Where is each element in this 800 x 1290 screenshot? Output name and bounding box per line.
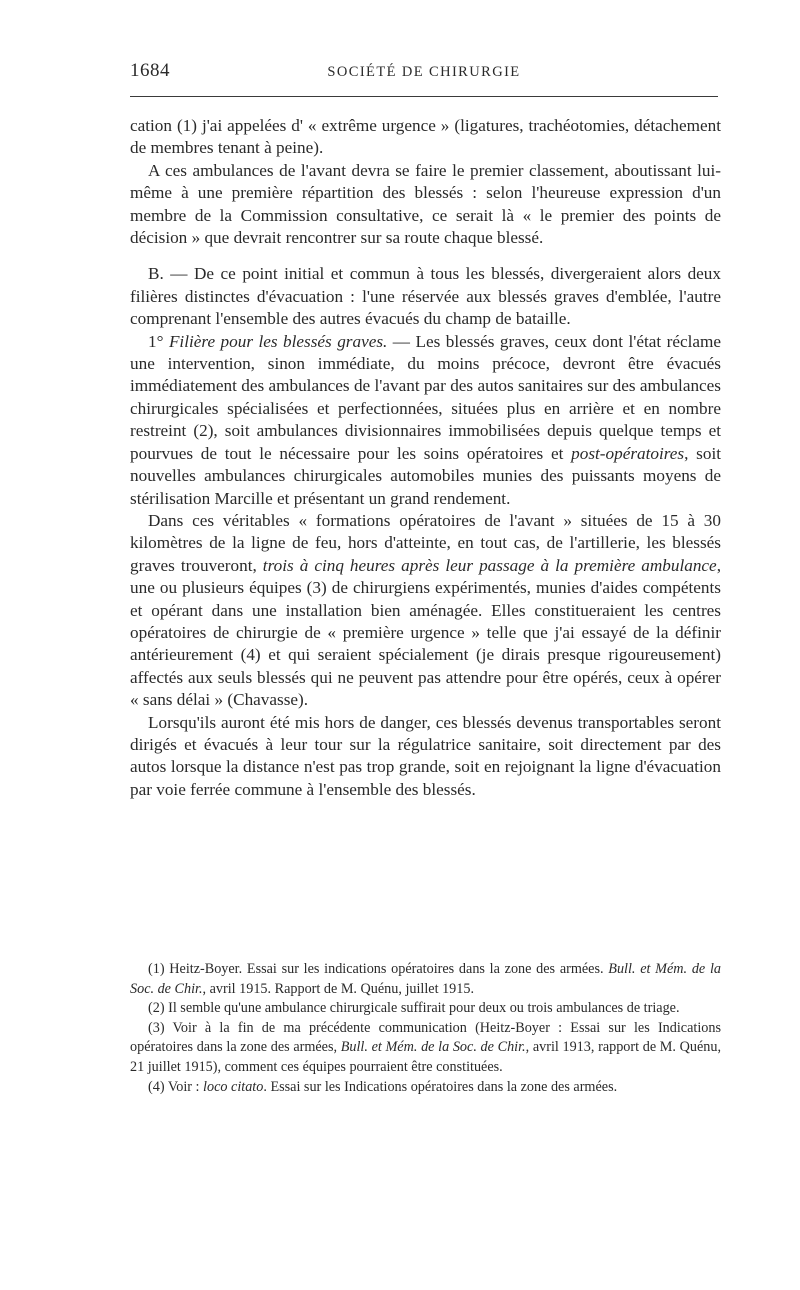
paragraph-3: B. — De ce point initial et commun à tous les blessés, divergeraient alors deux filières distinctes d'évacuation : l'une réservée aux blessés graves d'emblée, l'autre comprenant l'ensemble des autres évacués du champ de bataille. (130, 264, 721, 329)
paragraph-4-text-b: , soit nouvelles ambulances chirurgicales automobiles munies des puissants moyens de stérilisation Marcille et présentant un grand rendement. (130, 443, 721, 508)
footnote-1-italic: Bull. et Mém. de la Soc. de Chir. (130, 961, 721, 997)
page-number: 1684 (130, 60, 170, 81)
footnote-4-text-b: . Essai sur les Indications opératoires dans la zone des armées. (263, 1078, 618, 1095)
footnotes (130, 960, 721, 1097)
footnote-1-text-a: (1) Heitz-Boyer. Essai sur les indications opératoires dans la zone des armées. (148, 961, 609, 977)
paragraph-5 (130, 510, 721, 712)
paragraph-4-text-a: — Les blessés graves, ceux dont l'état réclame une intervention, sinon immédiate, du moins précoce, devront être évacués immédiatement des ambulances de l'avant par des autos sanitaires sur des ambulances chirurgicales spécialisées et perfectionnées, situées plus en arrière et en nombre restreint (2), soit ambulances divisionnaires immobilisées depuis quelque temps et pourvues de tout le nécessaire pour les soins opératoires et (130, 331, 721, 463)
running-title: SOCIÉTÉ DE CHIRURGIE (327, 64, 521, 80)
paragraph-2: A ces ambulances de l'avant devra se faire le premier classement, aboutissant lui-même à une première répartition des blessés : selon l'heureuse expression d'un membre de la Commission consultative, ce serait là « le premier des points de décision » que devrait rencontrer sur sa route chaque blessé. (130, 160, 721, 248)
section-number: 1° (148, 331, 164, 351)
paragraph-6: Lorsqu'ils auront été mis hors de danger, ces blessés devenus transportables seront dirigés et évacués à leur tour sur la régulatrice sanitaire, soit directement par des autos lorsque la distance n'est pas trop grande, soit en rejoignant la ligne d'évacuation par voie ferrée commune à l'ensemble des blessés. (130, 712, 721, 799)
header-rule (130, 96, 718, 97)
footnote-4-text-a: (4) Voir : (148, 1078, 204, 1095)
footnote-3-text-b: , avril 1913, rapport de M. Quénu, 21 juillet 1915), comment ces équipes pourraient être constituées. (130, 1039, 721, 1075)
footnote-2: (2) Il semble qu'une ambulance chirurgicale suffirait pour deux ou trois ambulances de triage. (148, 1000, 680, 1017)
section-title: Filière pour les blessés graves. (168, 331, 388, 351)
body-text (130, 115, 721, 801)
footnote-4-italic: loco citato (203, 1078, 264, 1095)
footnote-3-italic: Bull. et Mém. de la Soc. de Chir. (340, 1039, 526, 1056)
footnote-3-text-a: (3) Voir à la fin de ma précédente communication (Heitz-Boyer : Essai sur les Indications opératoires dans la zone des armées, (130, 1019, 721, 1056)
footnote-3 (130, 1019, 721, 1078)
footnote-1 (130, 960, 721, 999)
running-head (130, 60, 718, 86)
paragraph-5-text-a: Dans ces véritables « formations opératoires de l'avant » situées de 15 à 30 kilomètres de la ligne de feu, hors d'atteinte, en tout cas, de l'artillerie, les blessés graves trouveront, (130, 510, 721, 575)
paragraph-5-italic: trois à cinq heures après leur passage à la première ambulance (262, 555, 717, 575)
footnote-1-text-b: , avril 1915. Rapport de M. Quénu, juillet 1915. (202, 980, 475, 997)
paragraph-4 (130, 331, 721, 510)
paragraph-1: cation (1) j'ai appelées d' « extrême urgence » (ligatures, trachéotomies, détachement de membres tenant à peine). (130, 116, 721, 158)
paragraph-4-italic: post-opératoires (571, 443, 685, 463)
footnote-4 (130, 1078, 721, 1098)
paragraph-5-text-b: , une ou plusieurs équipes (3) de chirurgiens expérimentés, munies d'aides compétents et opérant dans une installation bien aménagée. Elles constitueraient les centres opératoires de chirurgie de « première urgence » telle que j'ai essayé de la définir antérieurement (4) et qui seraient spécialement (je dirais presque rigoureusement) affectés aux seuls blessés qui ne peuvent pas attendre pour être opérés, ceux à opérer « sans délai » (Chavasse). (130, 555, 721, 710)
